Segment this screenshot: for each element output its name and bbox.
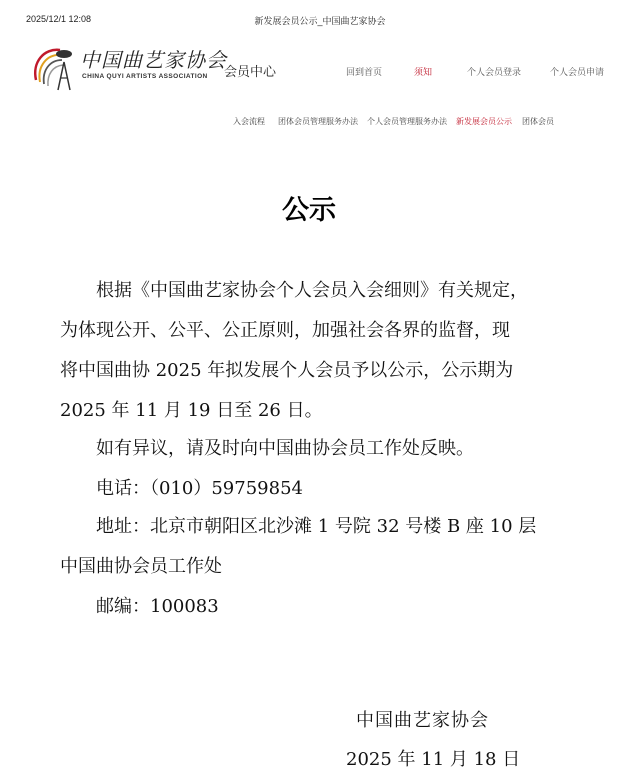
notice-title: 公示: [282, 195, 336, 226]
notice-line: 将中国曲协 2025 年拟发展个人会员予以公示，公示期为: [60, 360, 514, 381]
subnav-new-member-notice[interactable]: 新发展会员公示: [456, 117, 512, 126]
logo-cn-text: 中国曲艺家协会: [80, 48, 227, 72]
nav-home[interactable]: 回到首页: [346, 67, 383, 77]
subnav-group-members[interactable]: 团体会员: [522, 117, 554, 126]
address-line: 地址：北京市朝阳区北沙滩 1 号院 32 号楼 B 座 10 层: [60, 516, 537, 537]
subnav-join-process[interactable]: 入会流程: [233, 117, 265, 126]
notice-line: 如有异议，请及时向中国曲协会员工作处反映。: [60, 438, 474, 459]
section-title: 会员中心: [224, 64, 277, 79]
subnav-individual-member-rules[interactable]: 个人会员管理服务办法: [367, 117, 447, 126]
signature-date: 2025 年 11 月 18 日: [346, 749, 521, 770]
signature-org: 中国曲艺家协会: [356, 710, 489, 731]
notice-line: 2025 年 11 月 19 日至 26 日。: [60, 400, 323, 421]
logo-en-text: CHINA QUYI ARTISTS ASSOCIATION: [82, 73, 208, 80]
print-datetime: 2025/12/1 12:08: [26, 14, 92, 24]
nav-notice[interactable]: 须知: [414, 67, 433, 77]
address-line-cont: 中国曲协会员工作处: [60, 556, 222, 577]
notice-line: 根据《中国曲艺家协会个人会员入会细则》有关规定，: [60, 280, 528, 301]
postcode-line: 邮编：100083: [60, 596, 219, 617]
subnav-group-member-rules[interactable]: 团体会员管理服务办法: [278, 117, 358, 126]
nav-member-apply[interactable]: 个人会员申请: [550, 67, 605, 77]
print-page-title: 新发展会员公示_中国曲艺家协会: [254, 16, 386, 26]
logo-icon[interactable]: [30, 40, 78, 92]
nav-member-login[interactable]: 个人会员登录: [467, 67, 522, 77]
notice-line: 为体现公开、公平、公正原则，加强社会各界的监督，现: [60, 320, 510, 341]
phone-line: 电话：（010）59759854: [60, 478, 303, 499]
